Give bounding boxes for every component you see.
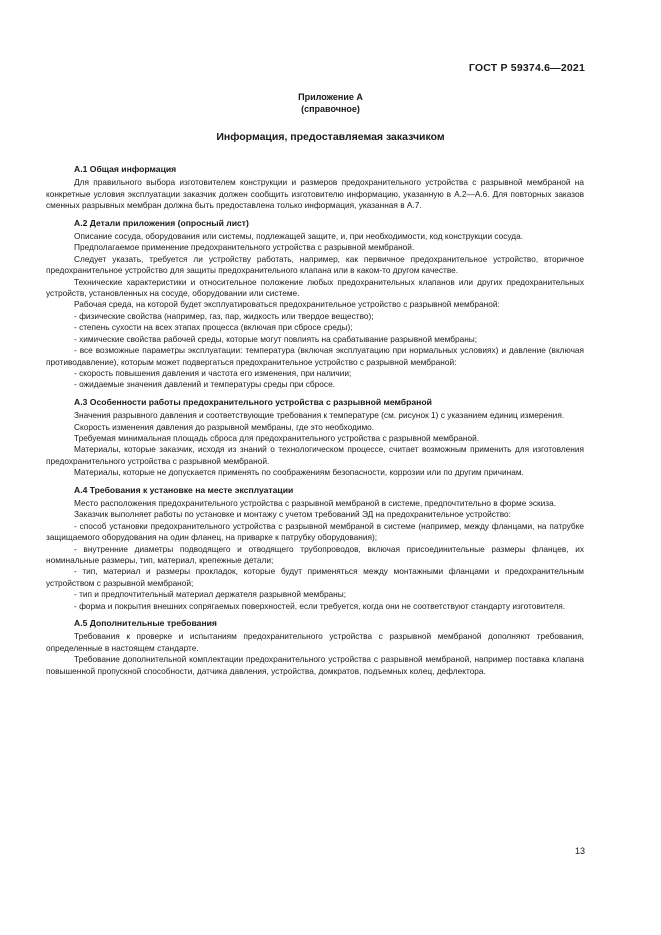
list-item: - химические свойства рабочей среды, которые могут повлиять на срабатывание разрывной мембраны; — [74, 333, 478, 344]
list-item: - внутренние диаметры подводящего и отводящего трубопроводов, включая присоединительные размеры фланцев, их номинальные размеры, тип, материал, крепежные детали; — [46, 543, 584, 565]
list-item: - все возможные параметры эксплуатации: температура (включая эксплуатацию при нормальных условиях) и давление (включая противодавление), которым может подвергаться предохранительное устройство с разрывной мембраной: — [46, 345, 584, 367]
appendix-heading — [0, 91, 661, 115]
paragraph: Предполагаемое применение предохранительного устройства с разрывной мембраной. — [74, 242, 415, 253]
paragraph: Следует указать, требуется ли устройству работать, например, как первичное предохранительное устройство, вторичное предохранительное устройство для защиты предохранительного клапана или в каком-то другом качестве. — [46, 253, 584, 276]
paragraph: Требование дополнительной комплектации предохранительного устройства с разрывной мембраной, например поставка клапана повышенной пропускной способности, датчика давления, устройства, домкратов, подъемных колец, дефлектора. — [46, 654, 584, 676]
paragraph: Заказчик выполняет работы по установке и монтажу с учетом требований ЭД на предохранительное устройство: — [74, 509, 511, 520]
paragraph: Описание сосуда, оборудования или системы, подлежащей защите, и, при необходимости, код конструкции сосуда. — [74, 231, 524, 242]
list-item: - тип, материал и размеры прокладок, которые будут применяться между монтажными фланцами и предохранительным устройством с разрывной мембраной; — [46, 566, 584, 588]
list-item: - скорость повышения давления и частота его изменения, при наличии; — [74, 367, 352, 378]
paragraph: Скорость изменения давления до разрывной мембраны, где это необходимо. — [74, 421, 375, 432]
list-item: - степень сухости на всех этапах процесса (включая при сбросе среды); — [74, 322, 353, 333]
paragraph: Место расположения предохранительного устройства с разрывной мембраной в системе, предпочтительно в форме эскиза. — [74, 497, 557, 508]
paragraph: Технические характеристики и относительное положение любых предохранительных клапанов или других предохранительных устройств, установленных на сосуде, оборудовании или системе. — [46, 276, 584, 299]
paragraph: Материалы, которые не допускается применять по соображениям безопасности, коррозии или по другим причинам. — [74, 467, 524, 478]
list-item: - тип и предпочтительный материал держателя разрывной мембраны; — [74, 589, 347, 600]
appendix-kind: (справочное) — [301, 104, 360, 114]
standard-number: ГОСТ Р 59374.6—2021 — [468, 62, 585, 74]
section-heading: А.4 Требования к установке на месте эксплуатации — [74, 484, 294, 495]
paragraph: Требуемая минимальная площадь сброса для предохранительного устройства с разрывной мембраной. — [74, 432, 480, 443]
section-heading: А.2 Детали приложения (опросный лист) — [74, 217, 249, 228]
appendix-title: Информация, предоставляемая заказчиком — [216, 131, 445, 143]
list-item: - физические свойства (например, газ, пар, жидкость или твердое вещество); — [74, 310, 374, 321]
paragraph: Требования к проверке и испытаниям предохранительного устройства с разрывной мембраной дополняют требования, определенные в настоящем стандарте. — [46, 631, 584, 653]
appendix-name: Приложение А — [298, 92, 363, 102]
paragraph: Рабочая среда, на которой будет эксплуатироваться предохранительное устройство с разрывной мембраной: — [74, 299, 500, 310]
paragraph: Материалы, которые заказчик, исходя из знаний о технологическом процессе, считает возможным применить для изготовления предохранительного устройства с разрывной мембраной. — [46, 444, 584, 466]
list-item: - ожидаемые значения давлений и температуры среды при сбросе. — [74, 379, 335, 390]
paragraph: Для правильного выбора изготовителем конструкции и размеров предохранительного устройства с разрывной мембраной на конкретные условия эксплуатации заказчик должен сообщить изготовителю информацию, указанную в А.2—А.6. Для повторных заказов сменных разрывных мембран должна быть предоставлена только информация, указанная в А.7. — [46, 177, 584, 211]
section-heading: А.3 Особенности работы предохранительного устройства с разрывной мембраной — [74, 396, 432, 407]
page-number: 13 — [574, 846, 585, 856]
paragraph: Значения разрывного давления и соответствующие требования к температуре (см. рисунок 1) с указанием единиц измерения. — [74, 410, 565, 421]
list-item: - форма и покрытия внешних сопрягаемых поверхностей, если требуется, когда они не соответствуют стандарту изготовителя. — [74, 600, 566, 611]
document-body — [46, 158, 584, 677]
list-item: - способ установки предохранительного устройства с разрывной мембраной в системе (например, между фланцами, на патрубке защищаемого оборудования на один фланец, на приварке к патрубку оборудования); — [46, 520, 584, 543]
section-heading: А.1 Общая информация — [74, 164, 177, 174]
section-heading: А.5 Дополнительные требования — [74, 618, 217, 629]
